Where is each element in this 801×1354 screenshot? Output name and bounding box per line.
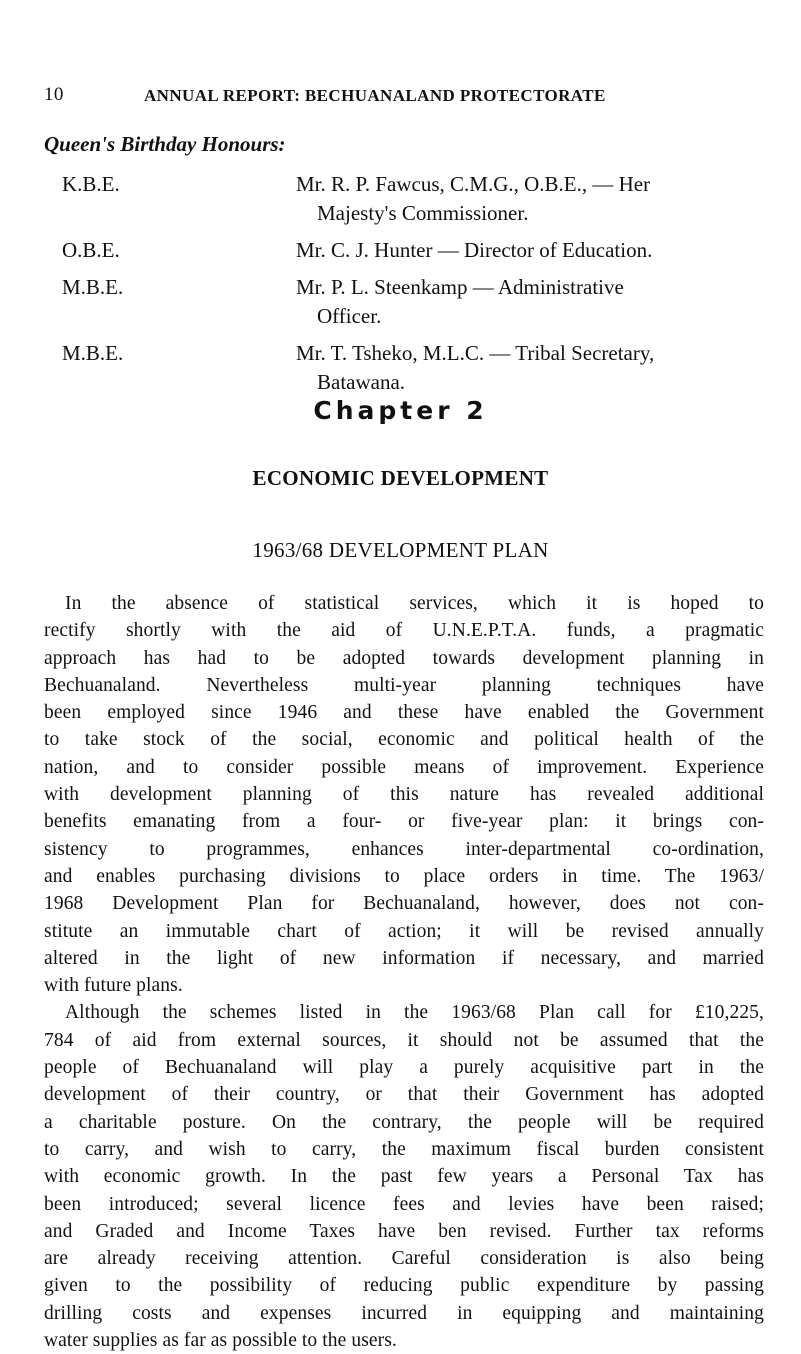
honours-row <box>44 339 761 397</box>
paragraph-line: to carry, and wish to carry, the maximum fiscal burden consistent <box>44 1138 764 1160</box>
paragraph-line: with development planning of this nature has revealed additional <box>44 784 764 806</box>
paragraph-line: rectify shortly with the aid of U.N.E.P.T.A. funds, a pragmatic <box>44 620 764 642</box>
award-name: O.B.E. <box>62 238 120 262</box>
recipient-line: Mr. T. Tsheko, M.L.C. — Tribal Secretary, <box>296 341 655 365</box>
recipient-line: Mr. P. L. Steenkamp — Administrative <box>296 275 624 299</box>
award-recipient <box>296 339 761 397</box>
paragraph <box>44 590 764 999</box>
paragraph-line: a charitable posture. On the contrary, the people will be required <box>44 1111 764 1133</box>
paragraph-line: Bechuanaland. Nevertheless multi-year planning techniques have <box>44 674 764 696</box>
award-recipient <box>296 236 761 265</box>
chapter-heading: Chapter 2 <box>313 396 488 425</box>
paragraph-line: and Graded and Income Taxes have ben revised. Further tax reforms <box>44 1220 764 1242</box>
plan-title: 1963/68 DEVELOPMENT PLAN <box>252 538 549 562</box>
paragraph-line: 1968 Development Plan for Bechuanaland, however, does not con- <box>44 893 764 915</box>
recipient-line: Majesty's Commissioner. <box>317 201 529 225</box>
recipient-line: Officer. <box>317 304 382 328</box>
paragraph-line: to take stock of the social, economic and political health of the <box>44 729 764 751</box>
paragraph-line: drilling costs and expenses incurred in equipping and maintaining <box>44 1302 764 1324</box>
paragraph-line: In the absence of statistical services, which it is hoped to <box>65 593 764 614</box>
award-recipient <box>296 170 761 228</box>
paragraph-line: 784 of aid from external sources, it should not be assumed that the <box>44 1029 764 1051</box>
paragraph-line: given to the possibility of reducing public expenditure by passing <box>44 1275 764 1297</box>
body-text <box>44 590 764 1354</box>
paragraph-line: been employed since 1946 and these have enabled the Government <box>44 702 764 724</box>
page-header <box>44 84 757 110</box>
paragraph-line: approach has had to be adopted towards development planning in <box>44 647 764 669</box>
running-head: ANNUAL REPORT: BECHUANALAND PROTECTORATE <box>144 86 606 105</box>
recipient-line: Mr. R. P. Fawcus, C.M.G., O.B.E., — Her <box>296 172 651 196</box>
paragraph <box>44 999 764 1354</box>
paragraph-line: with economic growth. In the past few years a Personal Tax has <box>44 1166 764 1188</box>
paragraph-line: benefits emanating from a four- or five-year plan: it brings con- <box>44 811 764 833</box>
honours-row <box>44 273 761 331</box>
honours-subtitle: Queen's Birthday Honours: <box>44 132 286 156</box>
honours-list <box>44 170 761 405</box>
paragraph-line: stitute an immutable chart of action; it will be revised annually <box>44 920 764 942</box>
paragraph-line: altered in the light of new information if necessary, and married <box>44 947 764 969</box>
paragraph-line: people of Bechuanaland will play a purely acquisitive part in the <box>44 1057 764 1079</box>
paragraph-line: sistency to programmes, enhances inter-departmental co-ordination, <box>44 838 764 860</box>
section-title: ECONOMIC DEVELOPMENT <box>252 466 549 490</box>
award-recipient <box>296 273 761 331</box>
award-name: M.B.E. <box>62 341 124 365</box>
award-name: K.B.E. <box>62 172 120 196</box>
paragraph-line: Although the schemes listed in the 1963/68 Plan call for £10,225, <box>65 1002 764 1024</box>
paragraph-line: are already receiving attention. Careful consideration is also being <box>44 1248 764 1270</box>
award-name: M.B.E. <box>62 275 124 299</box>
honours-row <box>44 170 761 228</box>
paragraph-line: with future plans. <box>44 975 183 997</box>
honours-row <box>44 236 761 265</box>
paragraph-line: water supplies as far as possible to the users. <box>44 1330 397 1352</box>
paragraph-line: been introduced; several licence fees and levies have been raised; <box>44 1193 764 1215</box>
paragraph-line: and enables purchasing divisions to place orders in time. The 1963/ <box>44 865 764 887</box>
page-number: 10 <box>44 84 64 105</box>
paragraph-line: development of their country, or that their Government has adopted <box>44 1084 764 1106</box>
recipient-line: Batawana. <box>317 370 406 394</box>
recipient-line: Mr. C. J. Hunter — Director of Education. <box>296 238 653 262</box>
paragraph-line: nation, and to consider possible means of improvement. Experience <box>44 756 764 778</box>
